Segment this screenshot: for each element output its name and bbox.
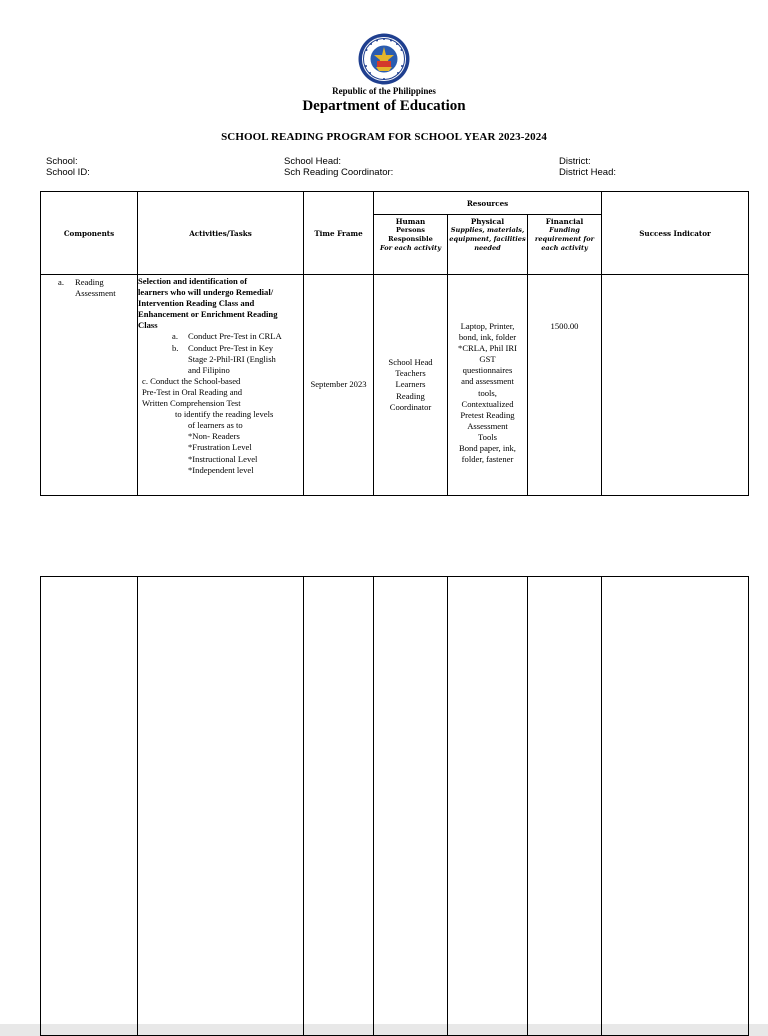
blank-cell: [528, 577, 602, 1036]
physical-item: *CRLA, Phil IRI: [458, 343, 517, 354]
blank-cell: [374, 577, 448, 1036]
blank-cell: [602, 577, 749, 1036]
success-indicator-cell: [602, 275, 749, 496]
activities-cell: [138, 275, 304, 496]
item-c-line-1: c. Conduct the School-based: [142, 375, 241, 386]
blank-continuation-table: [40, 576, 749, 1036]
physical-item: questionnaires: [462, 365, 513, 376]
item-c-line-5: of learners as to: [188, 420, 243, 431]
human-item: Learners: [395, 379, 426, 390]
header-activities: Activities/Tasks: [138, 192, 304, 275]
time-frame-cell: September 2023: [304, 275, 374, 496]
physical-item: Assessment: [467, 420, 508, 431]
school-label: School:: [46, 156, 78, 167]
physical-item: bond, ink, folder: [458, 332, 517, 343]
physical-item: Bond paper, ink,: [459, 443, 516, 454]
activity-heading-4: Enhancement or Enrichment Reading: [138, 309, 278, 320]
blank-cell: [448, 577, 528, 1036]
human-item: Teachers: [395, 368, 426, 379]
physical-title: Physical: [470, 217, 505, 226]
human-item: Reading: [396, 390, 425, 401]
header-resources: Resources: [374, 192, 602, 215]
header-components: Components: [41, 192, 138, 275]
reading-coordinator-label: Sch Reading Coordinator:: [284, 167, 394, 178]
physical-item: tools,: [478, 387, 497, 398]
blank-cell: [41, 577, 138, 1036]
physical-item: GST: [479, 354, 496, 365]
physical-resources-cell: [448, 275, 528, 496]
component-letter: a.: [58, 277, 64, 287]
physical-item: Laptop, Printer,: [460, 321, 515, 331]
level-independent: *Independent level: [188, 464, 254, 475]
financial-desc: Funding requirement for each activity: [534, 226, 595, 252]
financial-cell: 1500.00: [528, 275, 602, 496]
activity-heading-1: Selection and identification of: [138, 276, 248, 286]
reading-program-table: [40, 191, 749, 496]
component-cell: [41, 275, 138, 496]
item-b-line-2: Stage 2-Phil-IRI (English: [188, 353, 276, 364]
district-head-label: District Head:: [559, 167, 617, 178]
component-line-1: Reading: [75, 277, 104, 287]
human-item: School Head: [388, 357, 433, 368]
activity-heading-5: Class: [138, 320, 158, 331]
activity-item-b: [138, 343, 303, 376]
school-head-label: School Head:: [284, 156, 342, 167]
physical-item: Contextualized: [461, 398, 514, 409]
item-a-marker: a.: [172, 331, 178, 342]
human-title: Human: [395, 217, 426, 226]
level-non-readers: *Non- Readers: [188, 431, 240, 442]
item-c-line-3: Written Comprehension Test: [142, 398, 241, 409]
human-resources-cell: [374, 275, 448, 496]
item-b-marker: b.: [172, 342, 179, 353]
school-id-label: School ID:: [46, 167, 90, 178]
physical-item: Pretest Reading: [460, 409, 515, 420]
program-title: SCHOOL READING PROGRAM FOR SCHOOL YEAR 2023-2024: [221, 131, 547, 143]
item-a-text: Conduct Pre-Test in CRLA: [188, 331, 282, 342]
district-label: District:: [559, 156, 591, 167]
blank-cell: [138, 577, 304, 1036]
header-physical: [448, 215, 528, 275]
activity-heading-3: Intervention Reading Class and: [138, 298, 255, 309]
header-financial: [528, 215, 602, 275]
physical-item: Tools: [478, 431, 497, 442]
item-b-line-3: and Filipino: [188, 364, 230, 375]
component-line-2: Assessment: [75, 288, 116, 299]
physical-desc: Supplies, materials, equipment, facilities needed: [449, 226, 526, 252]
department-title: Department of Education: [302, 98, 466, 114]
physical-item: folder, fastener: [461, 454, 514, 465]
item-b-line-1: Conduct Pre-Test in Key: [188, 342, 274, 353]
item-c-line-4: to identify the reading levels: [175, 409, 274, 420]
blank-cell: [304, 577, 374, 1036]
level-frustration: *Frustration Level: [188, 442, 252, 453]
header-human: [374, 215, 448, 275]
human-desc-each: For each activity: [379, 244, 442, 252]
physical-item: and assessment: [461, 376, 514, 387]
republic-label: Republic of the Philippines: [332, 86, 436, 96]
financial-title: Financial: [545, 217, 584, 226]
level-instructional: *Instructional Level: [188, 453, 258, 464]
item-c-line-2: Pre-Test in Oral Reading and: [142, 386, 243, 397]
activity-item-a: [138, 331, 303, 342]
human-desc-persons: Persons Responsible: [388, 226, 433, 243]
activity-heading-2: learners who will undergo Remedial/: [138, 287, 274, 298]
header-time-frame: Time Frame: [304, 192, 374, 275]
header-success-indicator: Success Indicator: [602, 192, 749, 275]
deped-seal-icon: [358, 33, 410, 85]
human-item: Coordinator: [389, 401, 432, 412]
